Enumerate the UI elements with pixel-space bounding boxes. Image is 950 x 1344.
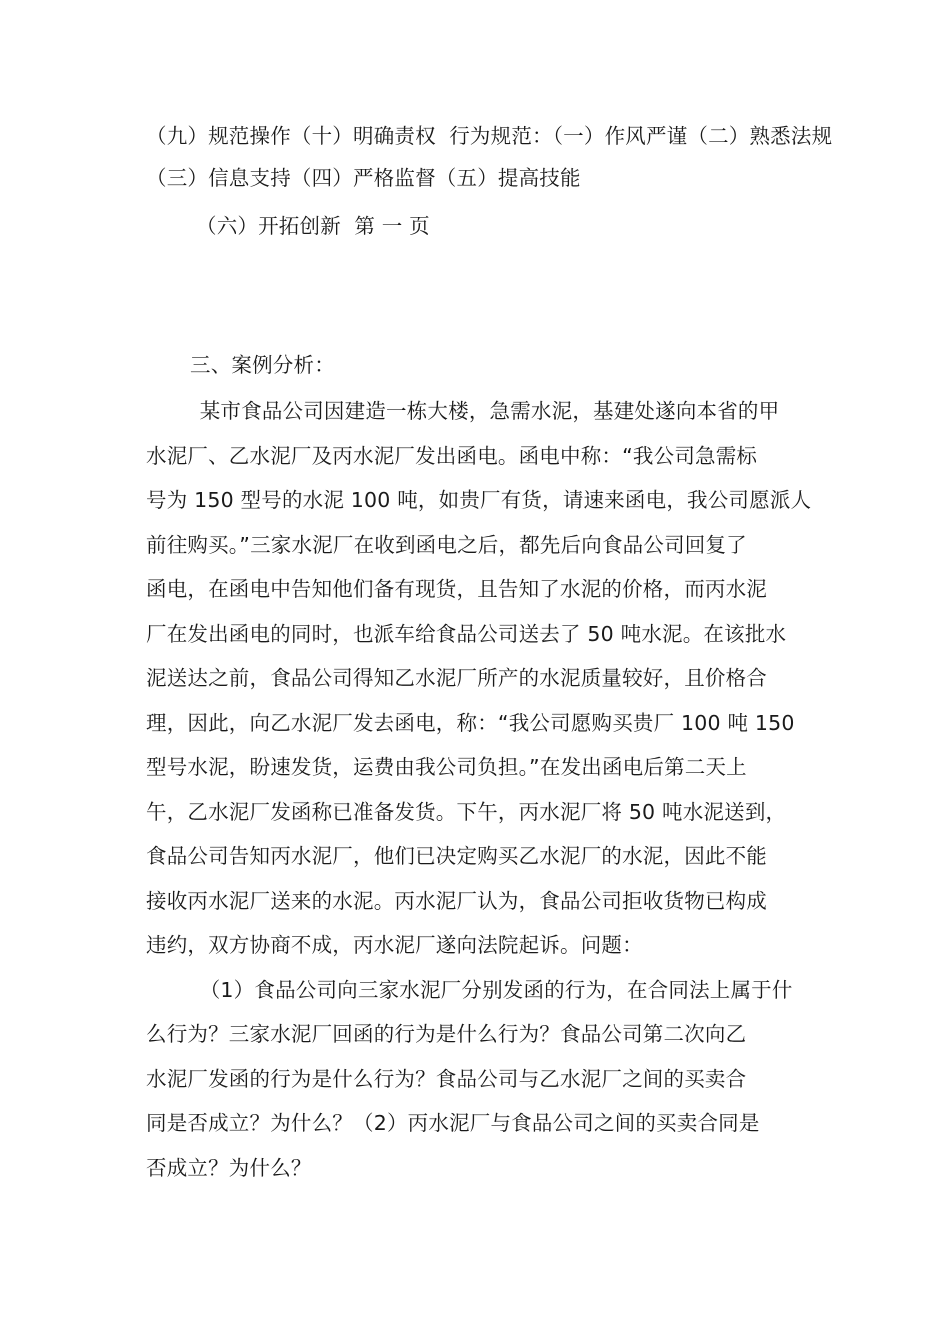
question-line: 否成立？为什么？ [146,1155,312,1180]
case-line: 违约，双方协商不成，丙水泥厂遂向法院起诉。问题： [146,933,643,957]
summary-line-2 [146,156,808,201]
case-line: 前往购买。”三家水泥厂在收到函电之后，都先后向食品公司回复了 [146,532,747,557]
summary-line-3 [196,204,808,249]
question-line: 同是否成立？为什么？（2）丙水泥厂与食品公司之间的买卖合同是 [146,1111,760,1135]
case-line: 水泥厂、乙水泥厂及丙水泥厂发出函电。函电中称：“我公司急需标 [146,443,758,468]
summary-text: （三）信息支持（四）严格监督（五）提高技能 [146,166,581,190]
case-line: 接收丙水泥厂送来的水泥。丙水泥厂认为，食品公司拒收货物已构成 [146,888,767,913]
question-line: 么行为？三家水泥厂回函的行为是什么行为？食品公司第二次向乙 [146,1022,747,1046]
summary-line-1 [146,114,833,159]
case-line: 食品公司告知丙水泥厂，他们已决定购买乙水泥厂的水泥，因此不能 [146,844,767,868]
question-line: 水泥厂发函的行为是什么行为？食品公司与乙水泥厂之间的买卖合 [146,1066,747,1091]
case-line: 型号水泥，盼速发货，运费由我公司负担。”在发出函电后第二天上 [146,755,747,779]
case-line: 午，乙水泥厂发函称已准备发货。下午，丙水泥厂将 50 吨水泥送到， [146,799,787,824]
summary-text: （六）开拓创新 第 一 页 [196,214,430,238]
case-body [146,389,812,1190]
case-line: 某市食品公司因建造一栋大楼，急需水泥，基建处遂向本省的甲 [146,399,780,423]
case-line: 理，因此，向乙水泥厂发去函电，称：“我公司愿购买贵厂 100 吨 150 [146,710,795,735]
case-line: 号为 150 型号的水泥 100 吨，如贵厂有货，请速来函电，我公司愿派人 [146,488,812,512]
summary-text: （九）规范操作（十）明确责权 行为规范：（一）作风严谨（二）熟悉法规 [146,124,833,148]
question-line: （1）食品公司向三家水泥厂分别发函的行为，在合同法上属于什 [146,977,793,1002]
case-line: 泥送达之前，食品公司得知乙水泥厂所产的水泥质量较好，且价格合 [146,666,767,690]
section-heading [190,343,808,388]
case-line: 函电，在函电中告知他们备有现货，且告知了水泥的价格，而丙水泥 [146,577,767,601]
section-heading-text: 三、案例分析： [190,353,335,377]
case-line: 厂在发出函电的同时，也派车给食品公司送去了 50 吨水泥。在该批水 [146,621,787,646]
